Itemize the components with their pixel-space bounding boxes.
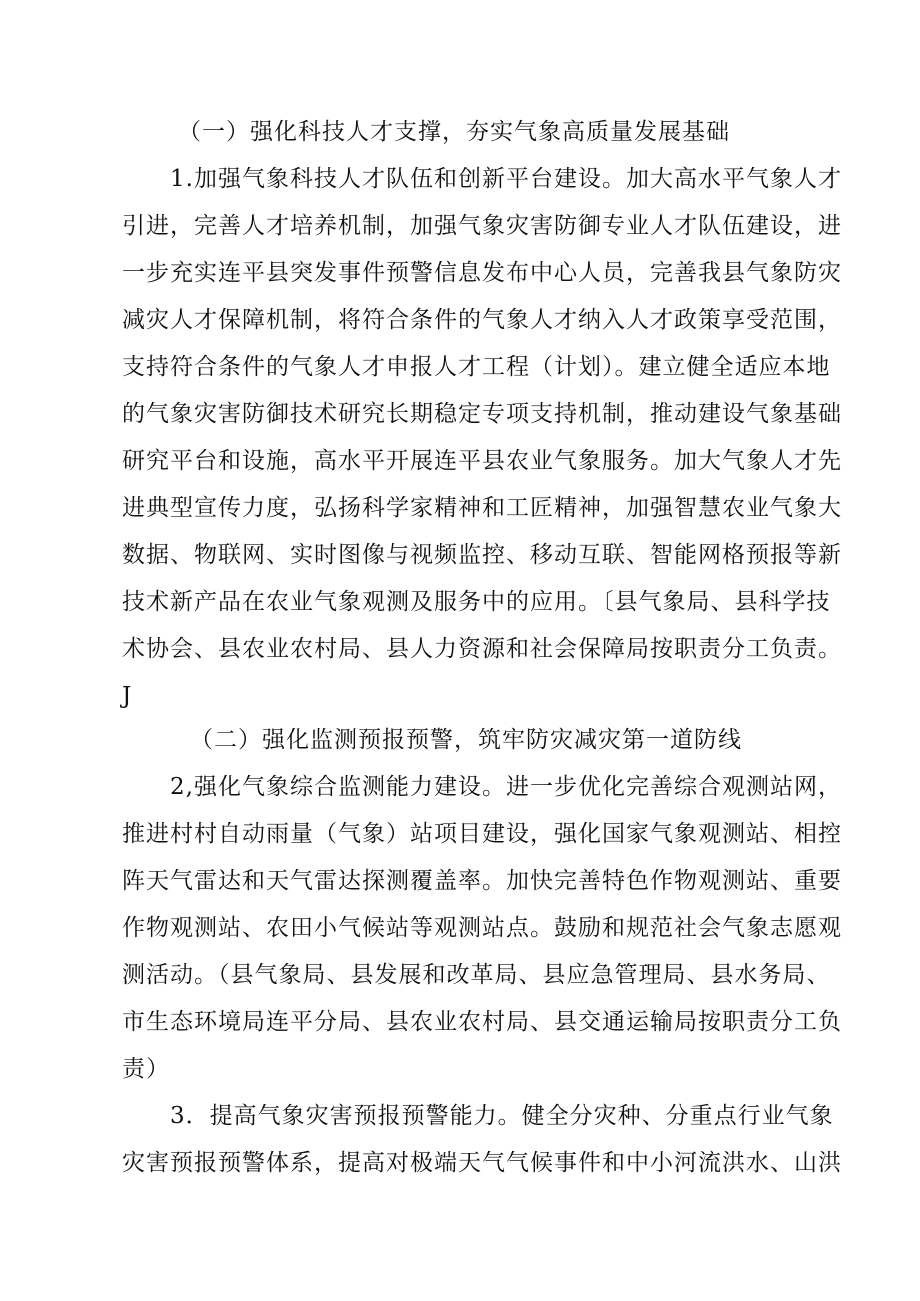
item-1-line-2: 引进，完善人才培养机制，加强气象灾害防御专业人才队伍建设，进 xyxy=(122,213,842,239)
item-3-line-2: 灾害预报预警体系，提高对极端天气气候事件和中小河流洪水、山洪 xyxy=(122,1150,842,1176)
section-1-heading: （一）强化科技人才支撑，夯实气象高质量发展基础 xyxy=(178,119,730,145)
item-1-line-6: 的气象灾害防御技术研究长期稳定专项支持机制，推动建设气象基础 xyxy=(122,401,842,427)
item-1-line-12: J xyxy=(122,683,133,709)
item-1-line-10: 技术新产品在农业气象观测及服务中的应用。〔县气象局、县科学技 xyxy=(122,589,831,615)
item-1-line-1: 1.加强气象科技人才队伍和创新平台建设。加大高水平气象人才 xyxy=(170,166,842,192)
item-3-line-1: 3．提高气象灾害预报预警能力。健全分灾种、分重点行业气象 xyxy=(170,1103,834,1129)
item-2-line-3: 阵天气雷达和天气雷达探测覆盖率。加快完善特色作物观测站、重要 xyxy=(122,868,842,894)
item-1-line-11: 术协会、县农业农村局、县人力资源和社会保障局按职责分工负责。 xyxy=(122,636,842,662)
item-1-line-4: 减灾人才保障机制，将符合条件的气象人才纳入人才政策享受范围， xyxy=(122,307,842,333)
item-1-line-8: 进典型宣传力度，弘扬科学家精神和工匠精神，加强智慧农业气象大 xyxy=(122,495,842,521)
item-2-line-2: 推进村村自动雨量（气象）站项目建设，强化国家气象观测站、相控 xyxy=(122,821,842,847)
item-1-line-5: 支持符合条件的气象人才申报人才工程（计划）。建立健全适应本地 xyxy=(122,354,831,380)
item-2-line-7: 责） xyxy=(122,1056,170,1082)
item-1-line-7: 研究平台和设施，高水平开展连平县农业气象服务。加大气象人才先 xyxy=(122,448,842,474)
item-2-line-1: 2,强化气象综合监测能力建设。进一步优化完善综合观测站网， xyxy=(170,774,842,800)
item-2-line-4: 作物观测站、农田小气候站等观测站点。鼓励和规范社会气象志愿观 xyxy=(122,915,842,941)
item-2-line-5: 测活动。（县气象局、县发展和改革局、县应急管理局、县水务局、 xyxy=(122,962,831,988)
item-1-line-3: 一步充实连平县突发事件预警信息发布中心人员，完善我县气象防灾 xyxy=(122,260,842,286)
section-2-heading: （二）强化监测预报预警，筑牢防灾减灾第一道防线 xyxy=(190,727,742,753)
item-1-line-9: 数据、物联网、实时图像与视频监控、移动互联、智能网格预报等新 xyxy=(122,542,842,568)
item-2-line-6: 市生态环境局连平分局、县农业农村局、县交通运输局按职责分工负 xyxy=(122,1009,842,1035)
